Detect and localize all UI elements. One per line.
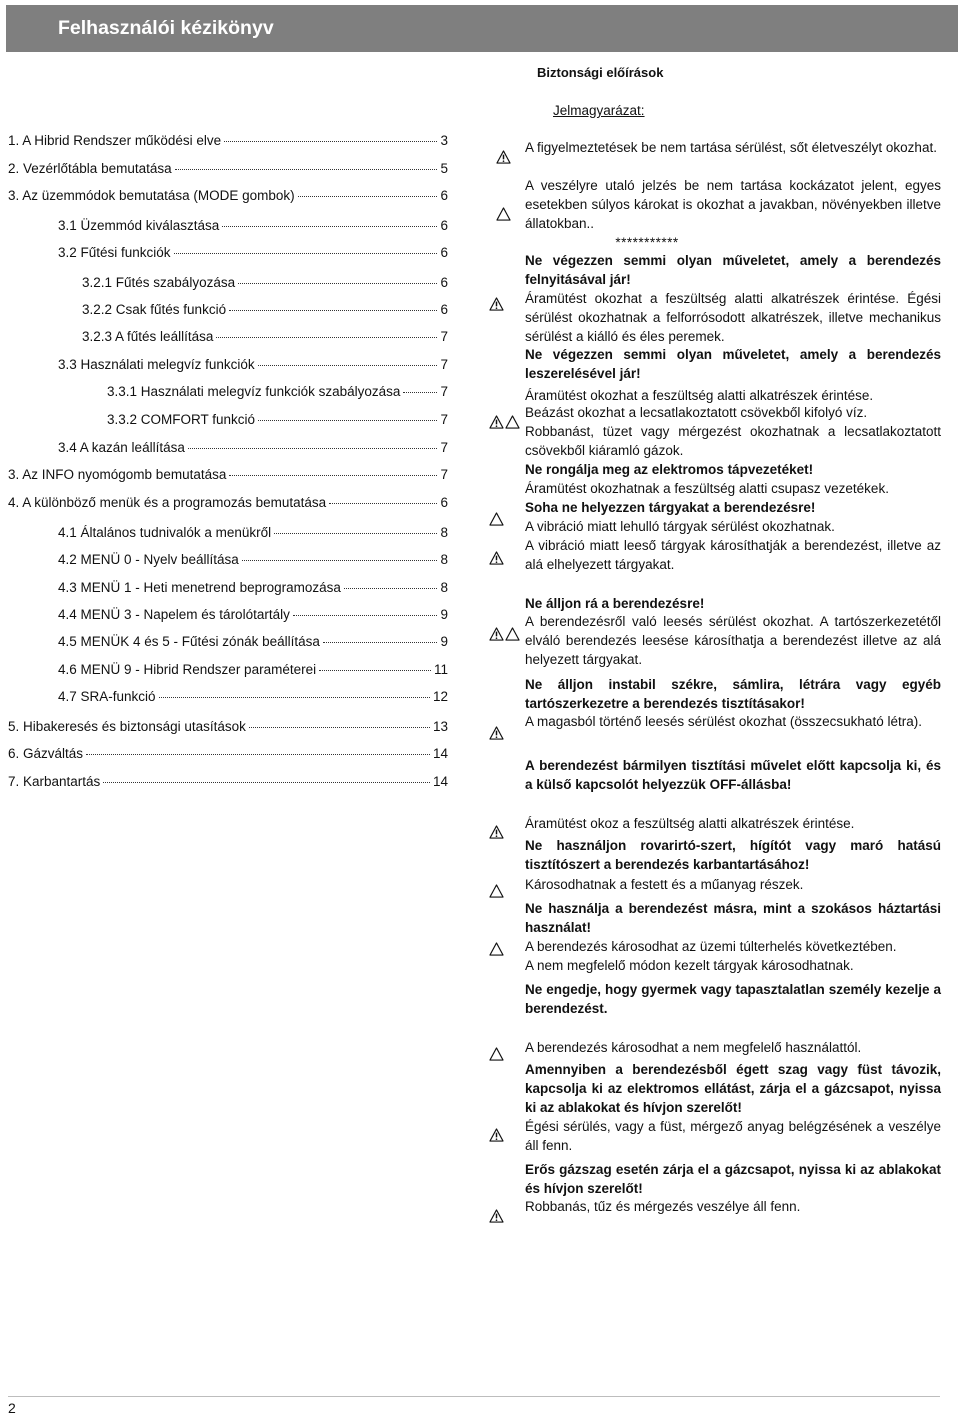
toc-entry-page: 5 [440,161,448,176]
warning-instruction: Ne használja a berendezést másra, mint a szokásos háztartási használat! [525,901,941,935]
toc-entry-label: 6. Gázváltás [8,746,84,761]
toc-entry-label: 3.3 Használati melegvíz funkciók [58,357,255,372]
warning-text: A berendezésről való leesés sérülést okozhat. A tartószerkezetétől elváló berendezés leesése károsíthatja a berendezést illetve az alá helyezett tárgyakat. [525,614,941,667]
warning-text: Robbanást, tüzet vagy mérgezést okozhatnak a lecsatlakoztatott csövekből kiáramló gázok. [525,424,941,458]
toc-entry-label: 7. Karbantartás [8,774,101,789]
toc-entry-label: 4.5 MENÜK 4 és 5 - Fűtési zónák beállítása [58,634,320,649]
toc-entry-page: 14 [432,746,448,761]
toc-entry-page: 6 [440,275,448,290]
section-title: Biztonsági előírások [537,65,664,80]
toc-entry-page: 7 [440,467,448,482]
warning-exclamation-icon [496,150,511,164]
warning-text: Égési sérülés, vagy a füst, mérgező anyag belégzésének a veszélye áll fenn. [525,1119,941,1153]
toc-entry-label: 3. Az INFO nyomógomb bemutatása [8,467,227,482]
warning-text: A vibráció miatt lehulló tárgyak sérülést okozhatnak. [525,519,835,534]
warning-instruction: Ne végezzen semmi olyan műveletet, amely a berendezés felnyitásával jár! [525,253,941,287]
warning-text: A veszélyre utaló jelzés be nem tartása kockázatot jelent, egyes esetekben súlyos károkat is okozhat a javakban, növényekben illetve állatokban.. [525,178,941,231]
toc-entry-label: 3.4 A kazán leállítása [58,440,185,455]
warning-instruction: Ne használjon rovarirtó-szert, hígítót vagy maró hatású tisztítószert a berendezés karbantartásához! [525,838,941,872]
toc-entry-page: 7 [440,329,448,344]
toc-entry-page: 11 [433,662,448,677]
warning-triangle-icon [489,512,504,526]
toc-entry-label: 3.2.2 Csak fűtés funkció [82,302,227,317]
toc-entry-label: 4. A különböző menük és a programozás bemutatása [8,495,327,510]
toc-entry-label: 4.2 MENÜ 0 - Nyelv beállítása [58,552,239,567]
warning-instruction: Soha ne helyezzen tárgyakat a berendezésre! [525,500,816,515]
warning-instruction: Ne rongálja meg az elektromos tápvezetéket! [525,462,814,477]
warning-text: A nem megfelelő módon kezelt tárgyak károsodhatnak. [525,958,854,973]
toc-entry-label: 3.2.1 Fűtés szabályozása [82,275,236,290]
warning-instruction: Ne álljon instabil székre, sámlira, létrára vagy egyéb tartószerkezetre a berendezés tisztításakor! [525,677,941,711]
toc-entry-label: 3.3.2 COMFORT funkció [107,412,256,427]
toc-entry-page: 9 [440,634,448,649]
toc-entry-page: 6 [440,188,448,203]
warning-exclamation-icon [489,415,504,429]
toc-entry-label: 3.3.1 Használati melegvíz funkciók szabályozása [107,384,401,399]
toc-entry-page: 7 [440,384,448,399]
toc-entry-page: 6 [440,245,448,260]
warning-instruction: Erős gázszag esetén zárja el a gázcsapot, nyissa ki az ablakokat és hívjon szerelőt! [525,1162,941,1196]
warning-exclamation-icon [489,1128,504,1142]
toc-entry-page: 9 [440,607,448,622]
footer-divider [8,1396,940,1397]
warning-text: A vibráció miatt leeső tárgyak károsíthatják a berendezést, illetve az alá elhelyezett tárgyakat. [525,538,941,572]
manual-title: Felhasználói kézikönyv [58,17,274,39]
warning-instruction: Ne végezzen semmi olyan műveletet, amely a berendezés leszerelésével jár! [525,347,941,381]
warning-exclamation-icon [489,1209,504,1223]
toc-entry-label: 4.1 Általános tudnivalók a menükről [58,525,272,540]
warning-text: A magasból történő leesés sérülést okozhat (összecsukható létra). [525,714,922,729]
warning-exclamation-icon [489,297,504,311]
warning-triangle-icon [505,415,520,429]
warning-triangle-icon [496,207,511,221]
warning-text: A berendezés károsodhat a nem megfelelő használattól. [525,1040,862,1055]
toc-entry-page: 8 [440,525,448,540]
legend-title: Jelmagyarázat: [553,103,645,118]
toc-entry-page: 12 [432,689,448,704]
warning-text: Áramütést okozhat a feszültség alatti alkatrészek érintése. [525,388,874,403]
warning-text: Áramütést okoz a feszültség alatti alkatrészek érintése. [525,816,855,831]
warning-text: Robbanás, tűz és mérgezés veszélye áll fenn. [525,1199,801,1214]
toc-entry-label: 1. A Hibrid Rendszer működési elve [8,133,222,148]
page-number: 2 [8,1400,16,1416]
toc-entry-label: 2. Vezérlőtábla bemutatása [8,161,172,176]
toc-entry-label: 4.3 MENÜ 1 - Heti menetrend beprogramozása [58,580,341,595]
warning-triangle-icon [489,884,504,898]
toc-entry-page: 7 [440,440,448,455]
warning-text: Áramütést okozhat a feszültség alatti alkatrészek érintése. Égési sérülést okozhatnak a felforrósodott alkatrészek, illetve mechanikus sérülést a kiálló és éles peremek. [525,291,941,344]
toc-entry-page: 7 [440,357,448,372]
warning-exclamation-icon [489,627,504,641]
toc-entry-label: 3.2 Fűtési funkciók [58,245,171,260]
warning-text: A berendezés károsodhat az üzemi túlterhelés következtében. [525,939,897,954]
warning-exclamation-icon [489,551,504,565]
warning-instruction: Ne álljon rá a berendezésre! [525,596,705,611]
toc-entry-label: 3.2.3 A fűtés leállítása [82,329,214,344]
warning-exclamation-icon [489,825,504,839]
toc-entry-label: 5. Hibakeresés és biztonsági utasítások [8,719,246,734]
warning-text: Beázást okozhat a lecsatlakoztatott csövekből kifolyó víz. [525,405,868,420]
warning-instruction: A berendezést bármilyen tisztítási művelet előtt kapcsolja ki, és a külső kapcsolót helyezzük OFF-állásba! [525,758,941,792]
toc-entry-label: 4.4 MENÜ 3 - Napelem és tárolótartály [58,607,290,622]
warning-instruction: Amennyiben a berendezésből égett szag vagy füst távozik, kapcsolja ki az elektromos ellátást, zárja el a gázcsapot, nyissa ki az ablakokat és hívjon szerelőt! [525,1062,941,1115]
warning-text: Károsodhatnak a festett és a műanyag részek. [525,877,804,892]
warning-text: Áramütést okozhatnak a feszültség alatti csupasz vezetékek. [525,481,889,496]
toc-entry-page: 8 [440,580,448,595]
toc-entry-page: 6 [440,495,448,510]
warning-text: A figyelmeztetések be nem tartása sérülést, sőt életveszélyt okozhat. [525,140,937,155]
toc-entry-label: 4.6 MENÜ 9 - Hibrid Rendszer paraméterei [58,662,317,677]
warning-triangle-icon [489,942,504,956]
toc-entry-page: 13 [432,719,448,734]
warning-triangle-icon [489,1047,504,1061]
toc-entry-page: 14 [432,774,448,789]
toc-entry-label: 3. Az üzemmódok bemutatása (MODE gombok) [8,188,295,203]
warning-triangle-icon [505,627,520,641]
toc-entry-page: 8 [440,552,448,567]
warning-instruction: Ne engedje, hogy gyermek vagy tapasztalatlan személy kezelje a berendezést. [525,982,941,1016]
warning-text: *********** [615,235,679,250]
toc-entry-page: 6 [440,218,448,233]
toc-entry-page: 3 [440,133,448,148]
toc-entry-page: 7 [440,412,448,427]
toc-entry-page: 6 [440,302,448,317]
warning-exclamation-icon [489,726,504,740]
toc-entry-label: 3.1 Üzemmód kiválasztása [58,218,220,233]
toc-entry-label: 4.7 SRA-funkció [58,689,156,704]
